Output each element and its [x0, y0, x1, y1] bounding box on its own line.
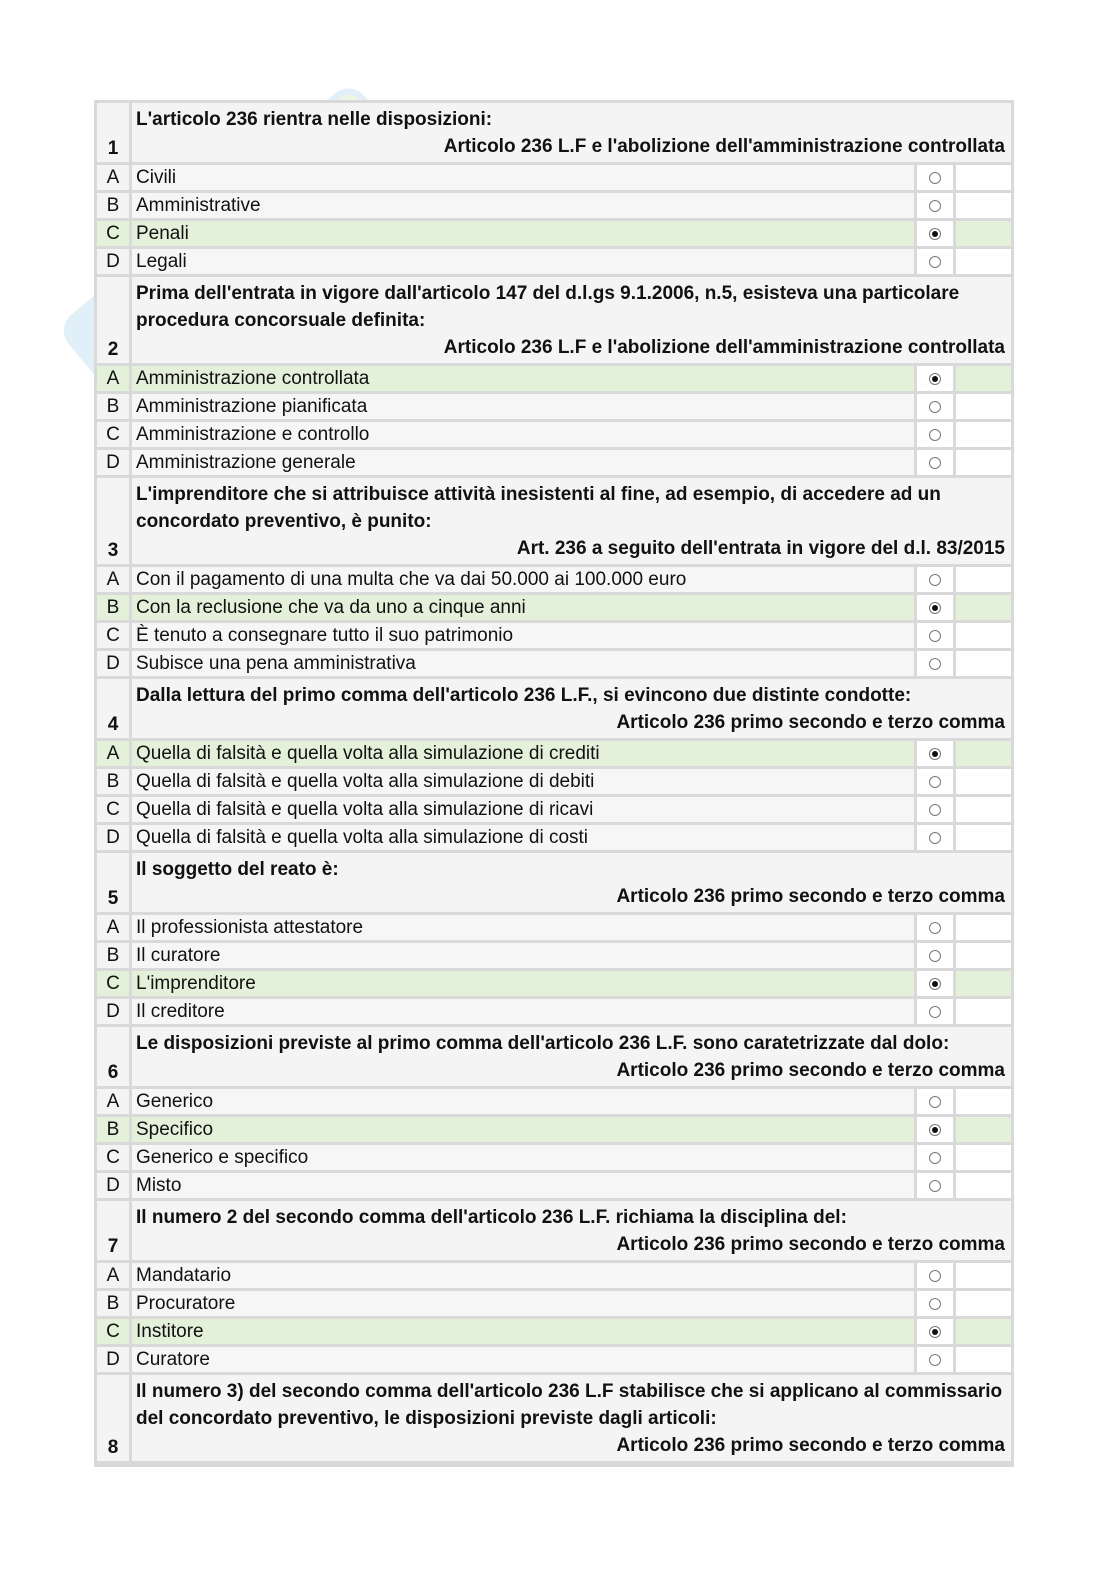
answer-radio-cell [917, 567, 953, 592]
answer-row[interactable] [97, 651, 1011, 676]
answer-radio-cell [917, 595, 953, 620]
question-header [97, 853, 1011, 912]
answer-row[interactable] [97, 825, 1011, 850]
radio-dot-icon [932, 605, 938, 611]
answer-letter: D [97, 825, 129, 850]
answer-row[interactable] [97, 422, 1011, 447]
radio-empty-icon[interactable] [929, 574, 941, 586]
radio-empty-icon[interactable] [929, 804, 941, 816]
radio-empty-icon[interactable] [929, 429, 941, 441]
answer-extra-cell [956, 1263, 1011, 1288]
answer-row[interactable] [97, 567, 1011, 592]
answer-row[interactable] [97, 1173, 1011, 1198]
answer-text: Quella di falsità e quella volta alla simulazione di crediti [132, 741, 914, 766]
question-header [97, 1375, 1011, 1461]
radio-dot-icon [932, 1329, 938, 1335]
answer-row[interactable] [97, 915, 1011, 940]
question-header [97, 277, 1011, 363]
answer-radio-cell [917, 1291, 953, 1316]
answer-radio-cell [917, 249, 953, 274]
answer-radio-cell [917, 971, 953, 996]
answer-radio-cell [917, 165, 953, 190]
question-text: L'imprenditore che si attribuisce attività inesistenti al fine, ad esempio, di accedere ad un concordato preventivo, è punito: [136, 484, 941, 532]
answer-letter: C [97, 221, 129, 246]
answer-radio-cell [917, 1263, 953, 1288]
question-number: 8 [97, 1375, 129, 1461]
answer-radio-cell [917, 394, 953, 419]
radio-empty-icon[interactable] [929, 630, 941, 642]
question-text: Il soggetto del reato è: [136, 859, 339, 880]
answer-text: Amministrazione controllata [132, 366, 914, 391]
question-topic: Articolo 236 primo secondo e terzo comma [616, 1435, 1005, 1456]
question-text: Prima dell'entrata in vigore dall'articolo 147 del d.l.gs 9.1.2006, n.5, esisteva una particolare procedura concorsuale definita: [136, 283, 960, 331]
answer-row[interactable] [97, 1319, 1011, 1344]
answer-extra-cell [956, 825, 1011, 850]
radio-empty-icon[interactable] [929, 922, 941, 934]
answer-row[interactable] [97, 1117, 1011, 1142]
answer-letter: B [97, 1291, 129, 1316]
radio-empty-icon[interactable] [929, 1298, 941, 1310]
question-header [97, 103, 1011, 162]
answer-extra-cell [956, 1347, 1011, 1372]
answer-text: Institore [132, 1319, 914, 1344]
answer-text: Il curatore [132, 943, 914, 968]
answer-text: Quella di falsità e quella volta alla simulazione di costi [132, 825, 914, 850]
radio-empty-icon[interactable] [929, 256, 941, 268]
answer-letter: B [97, 595, 129, 620]
answer-letter: B [97, 1117, 129, 1142]
answer-letter: D [97, 249, 129, 274]
question-body [132, 679, 1011, 738]
answer-text: Curatore [132, 1347, 914, 1372]
question-number: 6 [97, 1027, 129, 1086]
answer-letter: C [97, 1145, 129, 1170]
answer-radio-cell [917, 1173, 953, 1198]
answer-row[interactable] [97, 999, 1011, 1024]
radio-selected-icon[interactable] [929, 602, 941, 614]
answer-radio-cell [917, 741, 953, 766]
answer-radio-cell [917, 1347, 953, 1372]
answer-radio-cell [917, 623, 953, 648]
answer-radio-cell [917, 1319, 953, 1344]
answer-extra-cell [956, 193, 1011, 218]
answer-row[interactable] [97, 769, 1011, 794]
question-block [97, 853, 1011, 1024]
question-header [97, 1201, 1011, 1260]
radio-empty-icon[interactable] [929, 1180, 941, 1192]
quiz-table [94, 100, 1014, 1467]
radio-dot-icon [932, 981, 938, 987]
radio-dot-icon [932, 1127, 938, 1133]
question-block [97, 103, 1011, 274]
question-block [97, 1201, 1011, 1372]
question-text: Il numero 2 del secondo comma dell'articolo 236 L.F. richiama la disciplina del: [136, 1207, 847, 1228]
answer-extra-cell [956, 769, 1011, 794]
question-body [132, 1201, 1011, 1260]
answer-letter: A [97, 567, 129, 592]
question-topic: Articolo 236 primo secondo e terzo comma [616, 712, 1005, 733]
answer-radio-cell [917, 651, 953, 676]
question-topic: Articolo 236 L.F e l'abolizione dell'amministrazione controllata [443, 136, 1005, 157]
radio-selected-icon[interactable] [929, 228, 941, 240]
radio-empty-icon[interactable] [929, 172, 941, 184]
answer-text: Il creditore [132, 999, 914, 1024]
question-body [132, 853, 1011, 912]
radio-empty-icon[interactable] [929, 1354, 941, 1366]
answer-letter: D [97, 450, 129, 475]
answer-letter: D [97, 999, 129, 1024]
question-body [132, 1375, 1011, 1461]
answer-text: Quella di falsità e quella volta alla simulazione di debiti [132, 769, 914, 794]
answer-text: Penali [132, 221, 914, 246]
question-block [97, 277, 1011, 475]
answer-text: Subisce una pena amministrativa [132, 651, 914, 676]
radio-dot-icon [932, 376, 938, 382]
question-body [132, 478, 1011, 564]
answer-letter: A [97, 915, 129, 940]
radio-empty-icon[interactable] [929, 832, 941, 844]
question-block [97, 1375, 1011, 1461]
radio-empty-icon[interactable] [929, 950, 941, 962]
answer-radio-cell [917, 193, 953, 218]
answer-row[interactable] [97, 1263, 1011, 1288]
answer-extra-cell [956, 1089, 1011, 1114]
answer-row[interactable] [97, 1347, 1011, 1372]
question-number: 5 [97, 853, 129, 912]
answer-letter: A [97, 165, 129, 190]
answer-radio-cell [917, 1089, 953, 1114]
answer-extra-cell [956, 741, 1011, 766]
radio-empty-icon[interactable] [929, 1096, 941, 1108]
answer-row[interactable] [97, 1145, 1011, 1170]
answer-letter: C [97, 422, 129, 447]
answer-text: È tenuto a consegnare tutto il suo patrimonio [132, 623, 914, 648]
answer-row[interactable] [97, 394, 1011, 419]
question-block [97, 679, 1011, 850]
answer-text: Generico [132, 1089, 914, 1114]
radio-dot-icon [932, 751, 938, 757]
question-number: 3 [97, 478, 129, 564]
answer-extra-cell [956, 999, 1011, 1024]
question-block [97, 478, 1011, 676]
answer-row[interactable] [97, 165, 1011, 190]
answer-extra-cell [956, 567, 1011, 592]
answer-letter: B [97, 394, 129, 419]
answer-extra-cell [956, 595, 1011, 620]
radio-empty-icon[interactable] [929, 1006, 941, 1018]
answer-letter: C [97, 797, 129, 822]
answer-radio-cell [917, 797, 953, 822]
answer-letter: C [97, 1319, 129, 1344]
answer-row[interactable] [97, 797, 1011, 822]
answer-text: Il professionista attestatore [132, 915, 914, 940]
answer-text: Mandatario [132, 1263, 914, 1288]
answer-letter: A [97, 741, 129, 766]
radio-selected-icon[interactable] [929, 748, 941, 760]
question-topic: Art. 236 a seguito dell'entrata in vigore del d.l. 83/2015 [516, 538, 1005, 559]
answer-letter: D [97, 651, 129, 676]
radio-selected-icon[interactable] [929, 1326, 941, 1338]
answer-extra-cell [956, 1145, 1011, 1170]
question-number: 4 [97, 679, 129, 738]
answer-radio-cell [917, 221, 953, 246]
question-number: 1 [97, 103, 129, 162]
answer-row[interactable] [97, 943, 1011, 968]
answer-text: Procuratore [132, 1291, 914, 1316]
radio-empty-icon[interactable] [929, 200, 941, 212]
radio-empty-icon[interactable] [929, 401, 941, 413]
question-text: Il numero 3) del secondo comma dell'articolo 236 L.F stabilisce che si applicano al commissario del concordato preventivo, le disposizioni previste dagli articoli: [136, 1381, 1003, 1429]
answer-extra-cell [956, 165, 1011, 190]
answer-radio-cell [917, 825, 953, 850]
answer-row[interactable] [97, 1291, 1011, 1316]
question-text: Le disposizioni previste al primo comma dell'articolo 236 L.F. sono caratetrizzate dal dolo: [136, 1033, 950, 1054]
answer-extra-cell [956, 450, 1011, 475]
answer-letter: D [97, 1173, 129, 1198]
answer-radio-cell [917, 999, 953, 1024]
answer-row[interactable] [97, 221, 1011, 246]
radio-empty-icon[interactable] [929, 776, 941, 788]
question-topic: Articolo 236 L.F e l'abolizione dell'amministrazione controllata [443, 337, 1005, 358]
question-header [97, 679, 1011, 738]
answer-row[interactable] [97, 450, 1011, 475]
radio-selected-icon[interactable] [929, 1124, 941, 1136]
answer-extra-cell [956, 623, 1011, 648]
answer-row[interactable] [97, 623, 1011, 648]
answer-row[interactable] [97, 741, 1011, 766]
question-number: 7 [97, 1201, 129, 1260]
radio-dot-icon [932, 231, 938, 237]
answer-extra-cell [956, 221, 1011, 246]
answer-letter: B [97, 943, 129, 968]
question-number: 2 [97, 277, 129, 363]
radio-selected-icon[interactable] [929, 978, 941, 990]
answer-extra-cell [956, 394, 1011, 419]
answer-radio-cell [917, 366, 953, 391]
answer-row[interactable] [97, 1089, 1011, 1114]
answer-extra-cell [956, 366, 1011, 391]
answer-text: L'imprenditore [132, 971, 914, 996]
answer-text: Legali [132, 249, 914, 274]
answer-row[interactable] [97, 971, 1011, 996]
answer-radio-cell [917, 915, 953, 940]
answer-text: Civili [132, 165, 914, 190]
question-text: Dalla lettura del primo comma dell'articolo 236 L.F., si evincono due distinte condotte: [136, 685, 912, 706]
answer-extra-cell [956, 915, 1011, 940]
answer-extra-cell [956, 1173, 1011, 1198]
answer-letter: B [97, 193, 129, 218]
answer-letter: A [97, 366, 129, 391]
answer-row[interactable] [97, 595, 1011, 620]
answer-extra-cell [956, 1291, 1011, 1316]
answer-extra-cell [956, 651, 1011, 676]
answer-letter: C [97, 623, 129, 648]
answer-extra-cell [956, 1117, 1011, 1142]
radio-empty-icon[interactable] [929, 1270, 941, 1282]
answer-radio-cell [917, 422, 953, 447]
answer-text: Generico e specifico [132, 1145, 914, 1170]
radio-empty-icon[interactable] [929, 457, 941, 469]
answer-row[interactable] [97, 366, 1011, 391]
answer-letter: C [97, 971, 129, 996]
answer-text: Amministrazione pianificata [132, 394, 914, 419]
answer-text: Specifico [132, 1117, 914, 1142]
question-body [132, 277, 1011, 363]
answer-extra-cell [956, 249, 1011, 274]
answer-text: Con il pagamento di una multa che va dai 50.000 ai 100.000 euro [132, 567, 914, 592]
radio-empty-icon[interactable] [929, 1152, 941, 1164]
answer-row[interactable] [97, 193, 1011, 218]
radio-selected-icon[interactable] [929, 373, 941, 385]
question-body [132, 103, 1011, 162]
answer-extra-cell [956, 943, 1011, 968]
question-block [97, 1027, 1011, 1198]
answer-radio-cell [917, 1145, 953, 1170]
answer-extra-cell [956, 797, 1011, 822]
question-body [132, 1027, 1011, 1086]
answer-radio-cell [917, 769, 953, 794]
answer-radio-cell [917, 450, 953, 475]
answer-text: Misto [132, 1173, 914, 1198]
question-header [97, 478, 1011, 564]
question-topic: Articolo 236 primo secondo e terzo comma [616, 1234, 1005, 1255]
answer-extra-cell [956, 1319, 1011, 1344]
answer-text: Con la reclusione che va da uno a cinque anni [132, 595, 914, 620]
answer-text: Quella di falsità e quella volta alla simulazione di ricavi [132, 797, 914, 822]
radio-empty-icon[interactable] [929, 658, 941, 670]
answer-text: Amministrazione generale [132, 450, 914, 475]
answer-radio-cell [917, 1117, 953, 1142]
question-topic: Articolo 236 primo secondo e terzo comma [616, 1060, 1005, 1081]
answer-row[interactable] [97, 249, 1011, 274]
answer-extra-cell [956, 422, 1011, 447]
answer-text: Amministrative [132, 193, 914, 218]
answer-extra-cell [956, 971, 1011, 996]
answer-letter: D [97, 1347, 129, 1372]
answer-letter: B [97, 769, 129, 794]
question-topic: Articolo 236 primo secondo e terzo comma [616, 886, 1005, 907]
answer-text: Amministrazione e controllo [132, 422, 914, 447]
answer-radio-cell [917, 943, 953, 968]
question-text: L'articolo 236 rientra nelle disposizioni: [136, 109, 493, 130]
question-header [97, 1027, 1011, 1086]
answer-letter: A [97, 1089, 129, 1114]
answer-letter: A [97, 1263, 129, 1288]
